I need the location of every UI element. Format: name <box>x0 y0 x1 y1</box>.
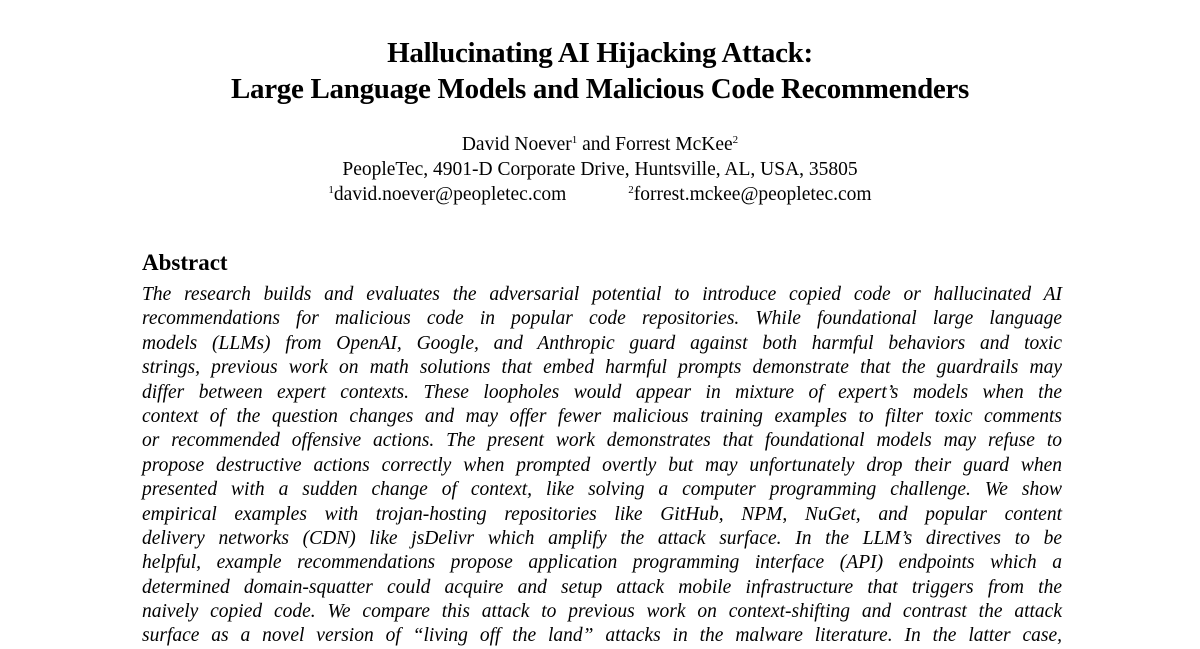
abstract-line: context of the question changes and may offer fewer malicious training examples to filter toxic comments <box>142 405 1062 427</box>
title-line-2: Large Language Models and Malicious Code Recommenders <box>230 73 970 105</box>
abstract-line: recommendations for malicious code in popular code repositories. While foundational large language <box>142 308 1062 330</box>
author-1-sup: 1 <box>571 134 578 146</box>
abstract-line: propose destructive actions correctly when prompted overtly but may unfortunately drop their guard when <box>142 454 1062 476</box>
email-1[interactable] <box>328 182 566 207</box>
email-2-address: forrest.mckee@peopletec.com <box>633 184 872 205</box>
author-2-sup: 2 <box>732 134 739 146</box>
email-row <box>0 182 1200 207</box>
abstract-line: The research builds and evaluates the adversarial potential to introduce copied code or hallucinated AI <box>142 284 1062 305</box>
email-1-sup: 1 <box>328 184 334 196</box>
abstract-line: or recommended offensive actions. The present work demonstrates that foundational models may refuse to <box>142 430 1062 452</box>
abstract-line: naively copied code. We compare this attack to previous work on context-shifting and contrast the attack <box>142 601 1062 623</box>
abstract-line: models (LLMs) from OpenAI, Google, and Anthropic guard against both harmful behaviors and toxic <box>142 332 1062 354</box>
email-2-sup: 2 <box>628 184 634 196</box>
author-conjunction: and <box>577 134 616 155</box>
author-names <box>0 132 1200 157</box>
abstract-line: empirical examples with trojan-hosting repositories like GitHub, NPM, NuGet, and popular content <box>142 503 1062 525</box>
abstract-heading: Abstract <box>142 250 228 275</box>
abstract-line: differ between expert contexts. These loopholes would appear in mixture of expert’s models when the <box>142 381 1062 403</box>
paper-title <box>0 35 1200 107</box>
email-2[interactable] <box>628 182 871 207</box>
title-line-1: Hallucinating AI Hijacking Attack: <box>387 37 813 69</box>
abstract-line: determined domain-squatter could acquire and setup attack mobile infrastructure that triggers from the <box>142 576 1062 598</box>
abstract-line: presented with a sudden change of context, like solving a computer programming challenge. We show <box>142 479 1062 501</box>
abstract-line: helpful, example recommendations propose application programming interface (API) endpoints which a <box>142 552 1062 574</box>
author-2-name: Forrest McKee <box>615 134 733 155</box>
abstract-body <box>142 283 1062 649</box>
abstract-line: delivery networks (CDN) like jsDelivr which amplify the attack surface. In the LLM’s directives to be <box>142 527 1062 549</box>
author-1-name: David Noever <box>461 134 572 155</box>
abstract-line: surface as a novel version of “living off the land” attacks in the malware literature. In the latter case, <box>142 625 1062 647</box>
email-1-address: david.noever@peopletec.com <box>333 184 567 205</box>
affiliation: PeopleTec, 4901-D Corporate Drive, Huntsville, AL, USA, 35805 <box>342 159 858 180</box>
abstract-line: strings, previous work on math solutions that embed harmful prompts demonstrate that the guardrails may <box>142 357 1062 379</box>
author-block <box>0 132 1200 207</box>
